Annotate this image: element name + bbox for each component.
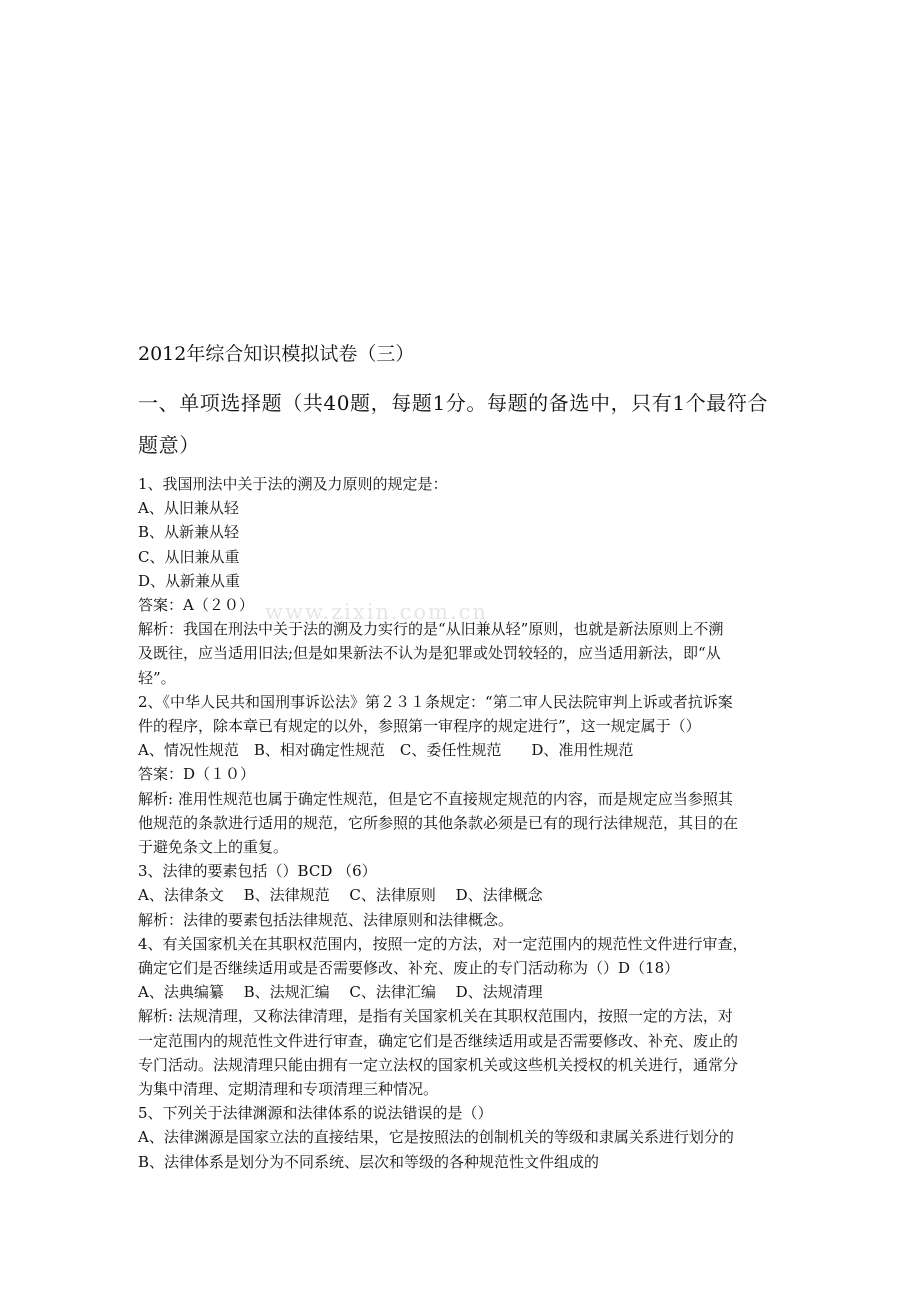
text-line: D、从新兼从重: [138, 571, 241, 590]
text-line: 及既往，应当适用旧法;但是如果新法不认为是犯罪或处罚较轻的，应当适用新法，即“从: [138, 644, 721, 663]
text-line: 解析：法律的要素包括法律规范、法律原则和法律概念。: [138, 910, 514, 929]
text-line: 3、法律的要素包括（）BCD （6）: [138, 862, 377, 881]
text-line: 轻”。: [138, 668, 176, 687]
document-title: 2012年综合知识模拟试卷（三）: [138, 343, 415, 365]
text-line: C、从旧兼从重: [138, 547, 240, 566]
text-line: 解析：我国在刑法中关于法的溯及力实行的是“从旧兼从轻”原则，也就是新法原则上不溯: [138, 620, 724, 639]
text-line: 件的程序，除本章已有规定的以外，参照第一审程序的规定进行”，这一规定属于（）: [138, 717, 701, 736]
question-text: [138, 472, 788, 1174]
text-line: 5、下列关于法律渊源和法律体系的说法错误的是（）: [138, 1104, 493, 1123]
text-line: 一定范围内的规范性文件进行审查，确定它们是否继续适用或是否需要修改、补充、废止的: [138, 1031, 739, 1050]
text-line: 4、有关国家机关在其职权范围内，按照一定的方法，对一定范围内的规范性文件进行审查，: [138, 934, 748, 953]
text-line: 于避免条文上的重复。: [138, 838, 289, 857]
text-line: B、法律体系是划分为不同系统、层次和等级的各种规范性文件组成的: [138, 1152, 600, 1171]
text-line: 解析: 准用性规范也属于确定性规范，但是它不直接规定规范的内容，而是规定应当参照其: [138, 789, 733, 808]
text-line: 为集中清理、定期清理和专项清理三种情况。: [138, 1080, 439, 1099]
text-line: 解析: 法规清理，又称法律清理，是指有关国家机关在其职权范围内，按照一定的方法，对: [138, 1007, 733, 1026]
text-line: 答案：D（１０）: [138, 765, 256, 784]
document-body: [138, 338, 788, 1174]
text-line: A、法律渊源是国家立法的直接结果，它是按照法的创制机关的等级和隶属关系进行划分的: [138, 1128, 734, 1147]
text-line: 他规范的条款进行适用的规范，它所参照的其他条款必须是已有的现行法律规范，其目的在: [138, 813, 739, 832]
section-heading: 一、单项选择题（共40题，每题1分。每题的备选中，只有1个最符合题意）: [138, 391, 769, 457]
text-line: A、从旧兼从轻: [138, 499, 239, 518]
text-line: 答案：A（２０）: [138, 596, 254, 615]
text-line: 1、我国刑法中关于法的溯及力原则的规定是：: [138, 475, 448, 493]
text-line: A、情况性规范 B、相对确定性规范 C、委任性规范 D、准用性规范: [138, 741, 634, 760]
watermark: www.zixin.com.cn: [265, 600, 488, 624]
text-line: B、从新兼从轻: [138, 523, 240, 542]
text-line: 专门活动。法规清理只能由拥有一定立法权的国家机关或这些机关授权的机关进行，通常分: [138, 1055, 739, 1074]
text-line: A、法典编纂 B、法规汇编 C、法律汇编 D、法规清理: [138, 983, 543, 1002]
text-line: 2、《中华人民共和国刑事诉讼法》第２３１条规定：“第二审人民法院审判上诉或者抗诉案: [138, 692, 733, 711]
text-line: 确定它们是否继续适用或是否需要修改、补充、废止的专门活动称为（）D（18）: [138, 959, 680, 978]
text-line: A、法律条文 B、法律规范 C、法律原则 D、法律概念: [138, 886, 543, 905]
